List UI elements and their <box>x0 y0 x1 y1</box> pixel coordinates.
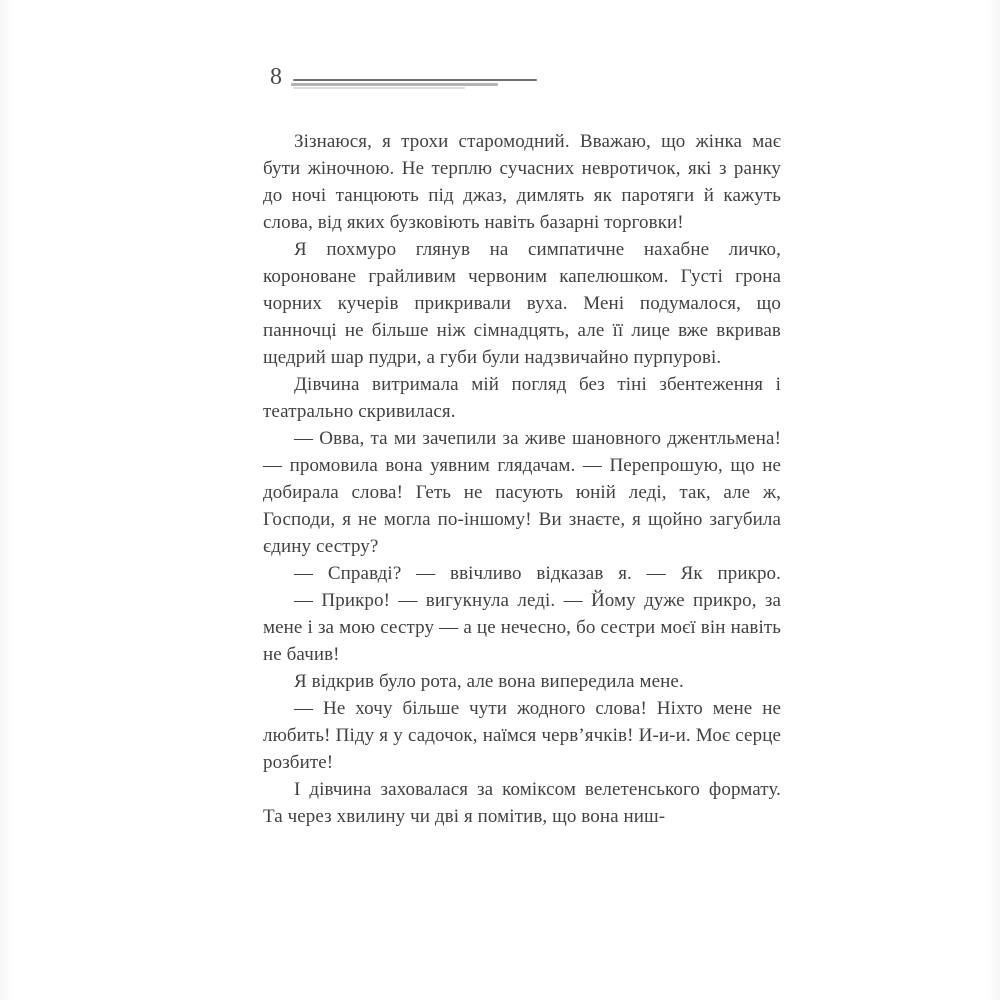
page-header <box>264 64 784 94</box>
page-text <box>263 128 781 830</box>
rule-line-dark <box>293 79 537 81</box>
paragraph: Зізнаюся, я трохи старомодний. Вважаю, що жінка має бути жіночною. Не терплю сучасних невротичок, які з ранку до ночі танцюють під джаз, димлять як паротяги й кажуть слова, від яких бузковіють навіть базарні торговки! <box>263 131 781 233</box>
page-number: 8 <box>270 64 282 90</box>
paragraph: — Прикро! — вигукнула леді. — Йому дуже прикро, за мене і за мою сестру — а це нечесно, бо сестри моєї він навіть не бачив! <box>263 590 781 665</box>
paragraph: Я відкрив було рота, але вона випередила мене. <box>294 671 684 692</box>
paragraph: Дівчина витримала мій погляд без тіні збентеження і театрально скривилася. <box>263 374 781 422</box>
paragraph: — Не хочу більше чути жодного слова! Ніхто мене не любить! Піду я у садочок, наїмся черв’ячків! И-и-и. Моє серце розбите! <box>263 698 781 773</box>
paragraph: — Овва, та ми зачепили за живе шановного джентльмена! — промовила вона уявним глядачам. — Перепрошую, що не добирала слова! Геть не пасують юній леді, так, але ж, Господи, я не могла по-іншому! Ви знаєте, я щойно загубила єдину сестру? <box>263 428 781 557</box>
paragraph: І дівчина заховалася за коміксом велетенського формату. Та через хвилину чи дві я помітив, що вона ниш- <box>263 779 781 827</box>
paragraph: Я похмуро глянув на симпатичне нахабне личко, короноване грайливим червоним капелюшком. Густі грона чорних кучерів прикривали вуха. Мені подумалося, що панночці не більше ніж сімнадцять, але її лице вже вкривав щедрий шар пудри, а губи були надзвичайно пурпурові. <box>263 239 781 368</box>
rule-line-mid <box>291 83 498 86</box>
decorative-rule <box>291 79 541 91</box>
paragraph: — Справді? — ввічливо відказав я. — Як прикро. <box>294 563 781 584</box>
rule-line-light <box>293 87 465 89</box>
